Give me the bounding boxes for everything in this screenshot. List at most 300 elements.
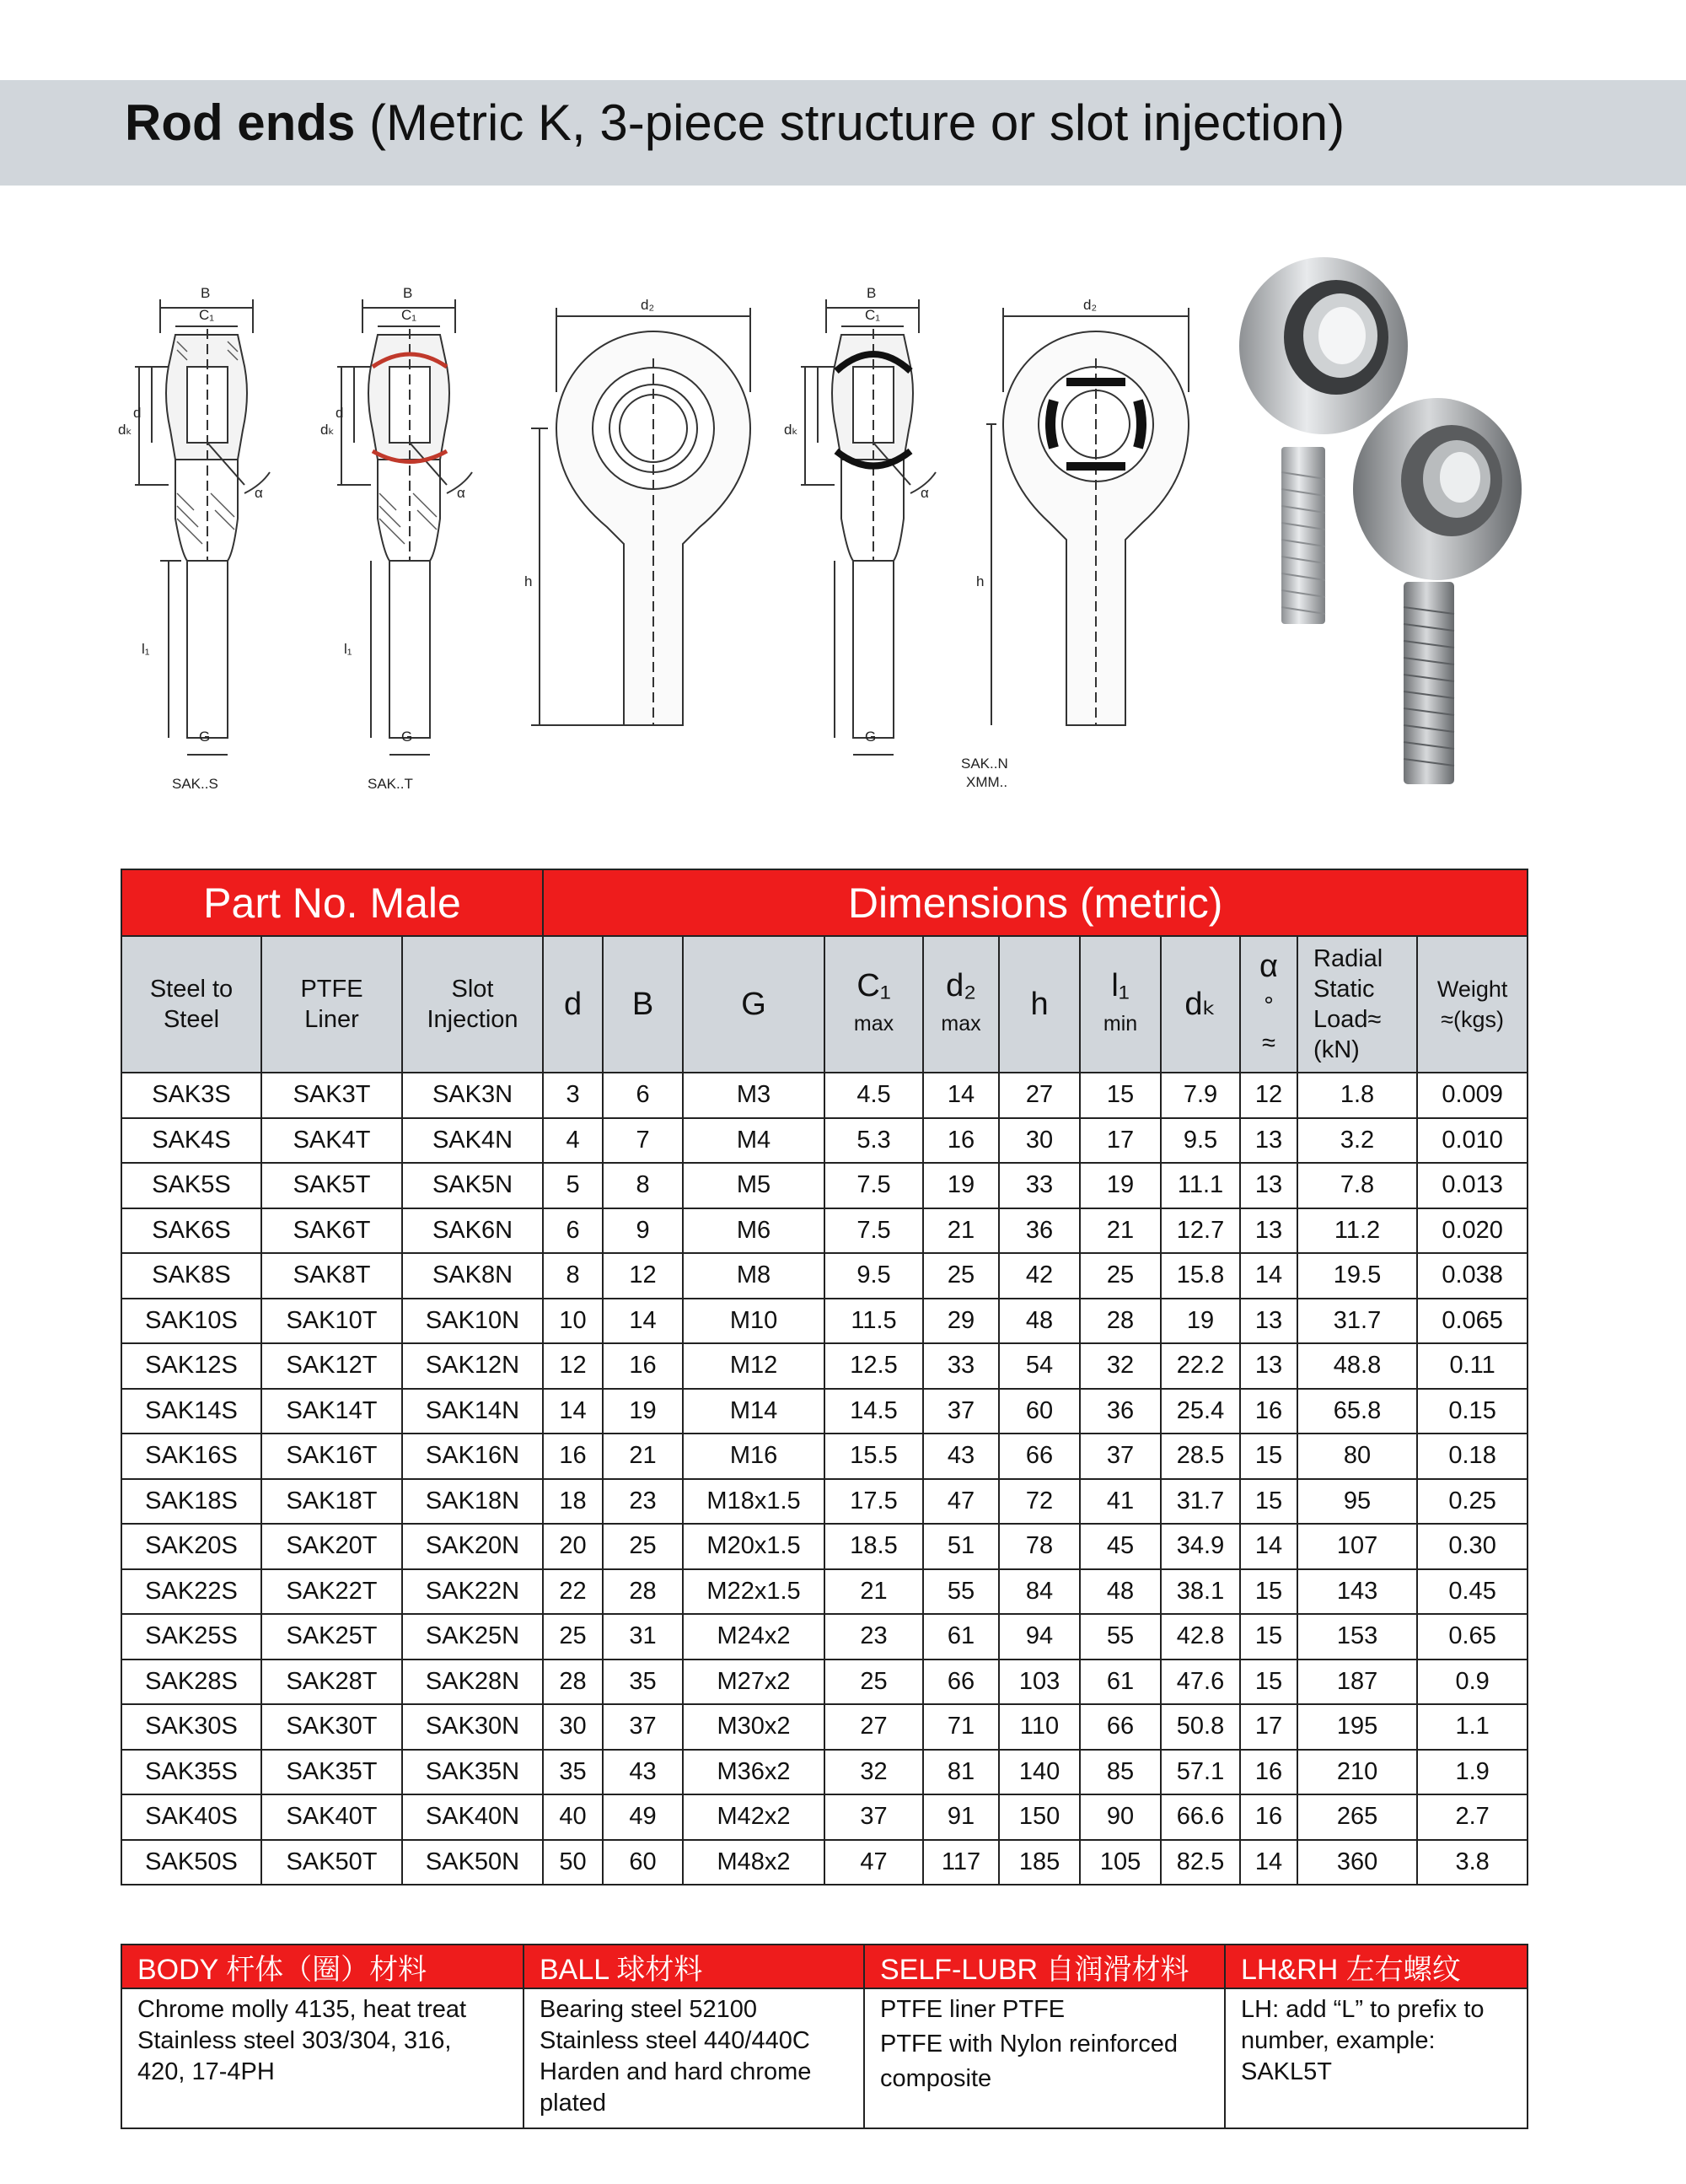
cell-d2: 19 [923,1163,999,1208]
cell-d2: 16 [923,1118,999,1164]
cell-radial-load: 265 [1297,1794,1417,1840]
cell-radial-load: 107 [1297,1524,1417,1569]
label-d: d [336,405,344,421]
table-row [121,1704,1528,1750]
cell-dk: 19 [1161,1299,1240,1344]
cell-radial-load: 1.8 [1297,1073,1417,1118]
cell-ptfe-part: SAK4T [261,1118,402,1164]
cell-l1: 66 [1080,1704,1161,1750]
cell-steel-part: SAK20S [121,1524,261,1569]
table-row [121,1299,1528,1344]
cell-b: 25 [603,1524,683,1569]
page-title: Rod ends (Metric K, 3-piece structure or slot injection) [125,94,1345,151]
cell-dk: 42.8 [1161,1614,1240,1660]
cell-dk: 9.5 [1161,1118,1240,1164]
cell-alpha: 15 [1240,1479,1297,1525]
cell-d2: 29 [923,1299,999,1344]
cell-ptfe-part: SAK18T [261,1479,402,1525]
cell-b: 23 [603,1479,683,1525]
label-d: d [133,405,142,421]
cell-d: 8 [543,1253,603,1299]
label-d2: d₂ [641,297,655,313]
cell-d: 4 [543,1118,603,1164]
cell-ptfe-part: SAK28T [261,1660,402,1705]
cell-d2: 14 [923,1073,999,1118]
cell-d: 18 [543,1479,603,1525]
col-alpha: α ° ≈ [1240,936,1297,1073]
cell-d: 20 [543,1524,603,1569]
cell-alpha: 15 [1240,1569,1297,1615]
cell-slot-part: SAK4N [402,1118,543,1164]
cell-ptfe-part: SAK3T [261,1073,402,1118]
cell-g: M18x1.5 [683,1479,824,1525]
ball-header: BALL 球材料 [524,1945,864,1988]
cell-steel-part: SAK28S [121,1660,261,1705]
cell-weight: 0.30 [1417,1524,1528,1569]
label-g: G [199,729,211,745]
cell-d2: 71 [923,1704,999,1750]
cell-radial-load: 11.2 [1297,1208,1417,1254]
cell-l1: 105 [1080,1840,1161,1885]
cell-l1: 48 [1080,1569,1161,1615]
cell-l1: 15 [1080,1073,1161,1118]
cell-l1: 28 [1080,1299,1161,1344]
cell-dk: 22.2 [1161,1343,1240,1389]
col-weight: Weight ≈(kgs) [1417,936,1528,1073]
cell-d2: 33 [923,1343,999,1389]
cell-g: M22x1.5 [683,1569,824,1615]
drawing-sak-n-section [784,282,978,805]
label-g: G [401,729,413,745]
cell-weight: 3.8 [1417,1840,1528,1885]
cell-ptfe-part: SAK14T [261,1389,402,1434]
label-c1: C₁ [199,307,215,323]
cell-slot-part: SAK5N [402,1163,543,1208]
cell-d: 3 [543,1073,603,1118]
cell-d2: 117 [923,1840,999,1885]
cell-dk: 7.9 [1161,1073,1240,1118]
cell-ptfe-part: SAK20T [261,1524,402,1569]
drawing-sak-s-section [118,282,312,805]
table-row [121,1750,1528,1795]
label-b: B [403,285,413,301]
cell-radial-load: 195 [1297,1704,1417,1750]
cell-dk: 31.7 [1161,1479,1240,1525]
cell-h: 66 [999,1434,1080,1479]
cell-d: 50 [543,1840,603,1885]
cell-radial-load: 3.2 [1297,1118,1417,1164]
cell-c1: 7.5 [824,1163,923,1208]
cell-h: 60 [999,1389,1080,1434]
cell-g: M8 [683,1253,824,1299]
cell-weight: 0.010 [1417,1118,1528,1164]
cell-radial-load: 19.5 [1297,1253,1417,1299]
cell-alpha: 13 [1240,1299,1297,1344]
label-h: h [524,573,533,589]
cell-d2: 47 [923,1479,999,1525]
cell-alpha: 13 [1240,1118,1297,1164]
cell-l1: 61 [1080,1660,1161,1705]
cell-b: 6 [603,1073,683,1118]
cell-c1: 9.5 [824,1253,923,1299]
self-lubr-materials: PTFE liner PTFE PTFE with Nylon reinforced composite [864,1988,1225,2128]
table-row [121,1660,1528,1705]
cell-dk: 50.8 [1161,1704,1240,1750]
self-lubr-header: SELF-LUBR 自润滑材料 [864,1945,1225,1988]
cell-weight: 2.7 [1417,1794,1528,1840]
cell-weight: 0.15 [1417,1389,1528,1434]
cell-b: 19 [603,1389,683,1434]
cell-b: 8 [603,1163,683,1208]
dimensions-table [121,869,1528,1885]
cell-c1: 14.5 [824,1389,923,1434]
cell-h: 48 [999,1299,1080,1344]
cell-b: 49 [603,1794,683,1840]
ball-materials: Bearing steel 52100 Stainless steel 440/440C Harden and hard chrome plated [524,1988,864,2128]
cell-l1: 25 [1080,1253,1161,1299]
cell-g: M20x1.5 [683,1524,824,1569]
cell-steel-part: SAK40S [121,1794,261,1840]
cell-d: 12 [543,1343,603,1389]
cell-d: 28 [543,1660,603,1705]
cell-steel-part: SAK30S [121,1704,261,1750]
cell-radial-load: 80 [1297,1434,1417,1479]
cell-b: 12 [603,1253,683,1299]
cell-c1: 15.5 [824,1434,923,1479]
cell-steel-part: SAK14S [121,1389,261,1434]
cell-g: M12 [683,1343,824,1389]
cell-slot-part: SAK25N [402,1614,543,1660]
col-radial-load: Radial Static Load≈ (kN) [1297,936,1417,1073]
label-c1: C₁ [401,307,417,323]
materials-table [121,1944,1528,2129]
label-h: h [976,573,985,589]
cell-c1: 27 [824,1704,923,1750]
cell-dk: 12.7 [1161,1208,1240,1254]
cell-l1: 19 [1080,1163,1161,1208]
cell-b: 9 [603,1208,683,1254]
cell-weight: 0.065 [1417,1299,1528,1344]
cell-slot-part: SAK12N [402,1343,543,1389]
cell-alpha: 16 [1240,1389,1297,1434]
cell-d: 22 [543,1569,603,1615]
cell-slot-part: SAK22N [402,1569,543,1615]
cell-slot-part: SAK40N [402,1794,543,1840]
cell-l1: 17 [1080,1118,1161,1164]
table-row [121,1794,1528,1840]
cell-g: M5 [683,1163,824,1208]
cell-steel-part: SAK12S [121,1343,261,1389]
cell-g: M36x2 [683,1750,824,1795]
cell-c1: 4.5 [824,1073,923,1118]
label-b: B [867,285,877,301]
cell-radial-load: 153 [1297,1614,1417,1660]
cell-weight: 1.9 [1417,1750,1528,1795]
cell-l1: 21 [1080,1208,1161,1254]
cell-c1: 47 [824,1840,923,1885]
cell-h: 150 [999,1794,1080,1840]
cell-ptfe-part: SAK12T [261,1343,402,1389]
cell-dk: 25.4 [1161,1389,1240,1434]
cell-c1: 7.5 [824,1208,923,1254]
cell-radial-load: 143 [1297,1569,1417,1615]
cell-alpha: 13 [1240,1163,1297,1208]
table-row [121,1524,1528,1569]
cell-d2: 25 [923,1253,999,1299]
table-row [121,1389,1528,1434]
cell-dk: 47.6 [1161,1660,1240,1705]
cell-slot-part: SAK3N [402,1073,543,1118]
label-l1: l₁ [142,641,150,657]
cell-alpha: 13 [1240,1343,1297,1389]
cell-alpha: 14 [1240,1253,1297,1299]
cell-h: 185 [999,1840,1080,1885]
label-alpha: α [255,485,263,501]
col-slot: Slot Injection [402,936,543,1073]
cell-g: M30x2 [683,1704,824,1750]
table-row [121,1343,1528,1389]
cell-h: 27 [999,1073,1080,1118]
table-row [121,1614,1528,1660]
cell-dk: 57.1 [1161,1750,1240,1795]
cell-steel-part: SAK3S [121,1073,261,1118]
col-dk: dₖ [1161,936,1240,1073]
cell-weight: 0.020 [1417,1208,1528,1254]
body-header: BODY 杆体（圈）材料 [121,1945,524,1988]
body-materials: Chrome molly 4135, heat treat Stainless steel 303/304, 316, 420, 17-4PH [121,1988,524,2128]
cell-alpha: 15 [1240,1660,1297,1705]
cell-ptfe-part: SAK22T [261,1569,402,1615]
cell-d2: 61 [923,1614,999,1660]
cell-dk: 15.8 [1161,1253,1240,1299]
table-row [121,1163,1528,1208]
cell-alpha: 17 [1240,1704,1297,1750]
cell-b: 60 [603,1840,683,1885]
table-row [121,1840,1528,1885]
cell-c1: 21 [824,1569,923,1615]
cell-alpha: 14 [1240,1524,1297,1569]
cell-ptfe-part: SAK30T [261,1704,402,1750]
cell-g: M6 [683,1208,824,1254]
cell-g: M14 [683,1389,824,1434]
caption-sak-n: SAK..N [961,756,1008,772]
lh-rh-notes: LH: add “L” to prefix to number, example: SAKL5T [1225,1988,1528,2128]
cell-weight: 1.1 [1417,1704,1528,1750]
cell-slot-part: SAK6N [402,1208,543,1254]
cell-c1: 25 [824,1660,923,1705]
cell-g: M16 [683,1434,824,1479]
cell-ptfe-part: SAK5T [261,1163,402,1208]
cell-weight: 0.25 [1417,1479,1528,1525]
caption-sak-s: SAK..S [172,776,218,792]
cell-ptfe-part: SAK10T [261,1299,402,1344]
label-g: G [865,729,877,745]
dimensions-header: Dimensions (metric) [543,869,1528,936]
cell-b: 35 [603,1660,683,1705]
cell-d: 5 [543,1163,603,1208]
cell-slot-part: SAK16N [402,1434,543,1479]
cell-d2: 66 [923,1660,999,1705]
cell-b: 21 [603,1434,683,1479]
cell-dk: 34.9 [1161,1524,1240,1569]
cell-slot-part: SAK14N [402,1389,543,1434]
cell-weight: 0.9 [1417,1660,1528,1705]
label-dk: dₖ [784,422,798,438]
cell-weight: 0.013 [1417,1163,1528,1208]
drawing-sak-t-section [320,282,514,805]
table-row [121,1208,1528,1254]
cell-b: 28 [603,1569,683,1615]
cell-alpha: 13 [1240,1208,1297,1254]
cell-steel-part: SAK35S [121,1750,261,1795]
cell-slot-part: SAK18N [402,1479,543,1525]
label-l1: l₁ [344,641,352,657]
cell-radial-load: 187 [1297,1660,1417,1705]
cell-d2: 91 [923,1794,999,1840]
cell-slot-part: SAK8N [402,1253,543,1299]
cell-l1: 37 [1080,1434,1161,1479]
cell-h: 78 [999,1524,1080,1569]
cell-weight: 0.038 [1417,1253,1528,1299]
cell-c1: 23 [824,1614,923,1660]
cell-weight: 0.11 [1417,1343,1528,1389]
cell-h: 103 [999,1660,1080,1705]
cell-d2: 55 [923,1569,999,1615]
cell-l1: 90 [1080,1794,1161,1840]
cell-g: M3 [683,1073,824,1118]
cell-d: 14 [543,1389,603,1434]
cell-h: 42 [999,1253,1080,1299]
cell-weight: 0.18 [1417,1434,1528,1479]
label-d2: d₂ [1083,297,1098,313]
col-steel: Steel to Steel [121,936,261,1073]
cell-steel-part: SAK18S [121,1479,261,1525]
cell-dk: 28.5 [1161,1434,1240,1479]
cell-c1: 32 [824,1750,923,1795]
cell-weight: 0.009 [1417,1073,1528,1118]
cell-d: 10 [543,1299,603,1344]
cell-l1: 55 [1080,1614,1161,1660]
cell-g: M42x2 [683,1794,824,1840]
label-alpha: α [457,485,465,501]
cell-steel-part: SAK25S [121,1614,261,1660]
cell-h: 54 [999,1343,1080,1389]
cell-b: 43 [603,1750,683,1795]
cell-d: 40 [543,1794,603,1840]
col-d: d [543,936,603,1073]
cell-steel-part: SAK5S [121,1163,261,1208]
cell-alpha: 15 [1240,1434,1297,1479]
cell-d: 16 [543,1434,603,1479]
cell-h: 140 [999,1750,1080,1795]
cell-c1: 12.5 [824,1343,923,1389]
cell-weight: 0.65 [1417,1614,1528,1660]
cell-ptfe-part: SAK40T [261,1794,402,1840]
cell-d2: 51 [923,1524,999,1569]
cell-c1: 11.5 [824,1299,923,1344]
cell-d2: 81 [923,1750,999,1795]
cell-dk: 82.5 [1161,1840,1240,1885]
cell-ptfe-part: SAK25T [261,1614,402,1660]
cell-ptfe-part: SAK16T [261,1434,402,1479]
caption-sak-t: SAK..T [368,776,413,792]
cell-slot-part: SAK35N [402,1750,543,1795]
cell-alpha: 16 [1240,1794,1297,1840]
cell-b: 31 [603,1614,683,1660]
cell-b: 14 [603,1299,683,1344]
cell-alpha: 14 [1240,1840,1297,1885]
part-no-header: Part No. Male [121,869,543,936]
cell-g: M48x2 [683,1840,824,1885]
table-row [121,1434,1528,1479]
cell-h: 36 [999,1208,1080,1254]
col-g: G [683,936,824,1073]
cell-alpha: 12 [1240,1073,1297,1118]
cell-radial-load: 65.8 [1297,1389,1417,1434]
cell-radial-load: 7.8 [1297,1163,1417,1208]
cell-c1: 37 [824,1794,923,1840]
cell-c1: 17.5 [824,1479,923,1525]
table-body [121,1073,1528,1885]
col-l1: l₁ min [1080,936,1161,1073]
cell-slot-part: SAK28N [402,1660,543,1705]
cell-d: 6 [543,1208,603,1254]
cell-d: 25 [543,1614,603,1660]
cell-c1: 5.3 [824,1118,923,1164]
drawing-front-view-slot [986,291,1205,746]
cell-radial-load: 95 [1297,1479,1417,1525]
cell-h: 30 [999,1118,1080,1164]
cell-ptfe-part: SAK50T [261,1840,402,1885]
cell-dk: 38.1 [1161,1569,1240,1615]
cell-d2: 43 [923,1434,999,1479]
caption-xmm: XMM.. [966,774,1008,790]
cell-g: M4 [683,1118,824,1164]
cell-steel-part: SAK10S [121,1299,261,1344]
cell-slot-part: SAK20N [402,1524,543,1569]
cell-d2: 37 [923,1389,999,1434]
cell-g: M24x2 [683,1614,824,1660]
cell-l1: 85 [1080,1750,1161,1795]
cell-ptfe-part: SAK35T [261,1750,402,1795]
label-alpha: α [921,485,929,501]
cell-b: 7 [603,1118,683,1164]
cell-slot-part: SAK30N [402,1704,543,1750]
lh-rh-header: LH&RH 左右螺纹 [1225,1945,1528,1988]
cell-steel-part: SAK4S [121,1118,261,1164]
cell-slot-part: SAK50N [402,1840,543,1885]
label-dk: dₖ [118,422,132,438]
cell-alpha: 16 [1240,1750,1297,1795]
label-b: B [201,285,211,301]
cell-h: 84 [999,1569,1080,1615]
cell-h: 110 [999,1704,1080,1750]
cell-d2: 21 [923,1208,999,1254]
cell-ptfe-part: SAK8T [261,1253,402,1299]
col-h: h [999,936,1080,1073]
cell-h: 72 [999,1479,1080,1525]
table-row [121,1073,1528,1118]
cell-ptfe-part: SAK6T [261,1208,402,1254]
cell-d: 35 [543,1750,603,1795]
cell-d: 30 [543,1704,603,1750]
cell-steel-part: SAK50S [121,1840,261,1885]
cell-weight: 0.45 [1417,1569,1528,1615]
cell-l1: 41 [1080,1479,1161,1525]
cell-radial-load: 31.7 [1297,1299,1417,1344]
cell-dk: 11.1 [1161,1163,1240,1208]
label-dk: dₖ [320,422,335,438]
